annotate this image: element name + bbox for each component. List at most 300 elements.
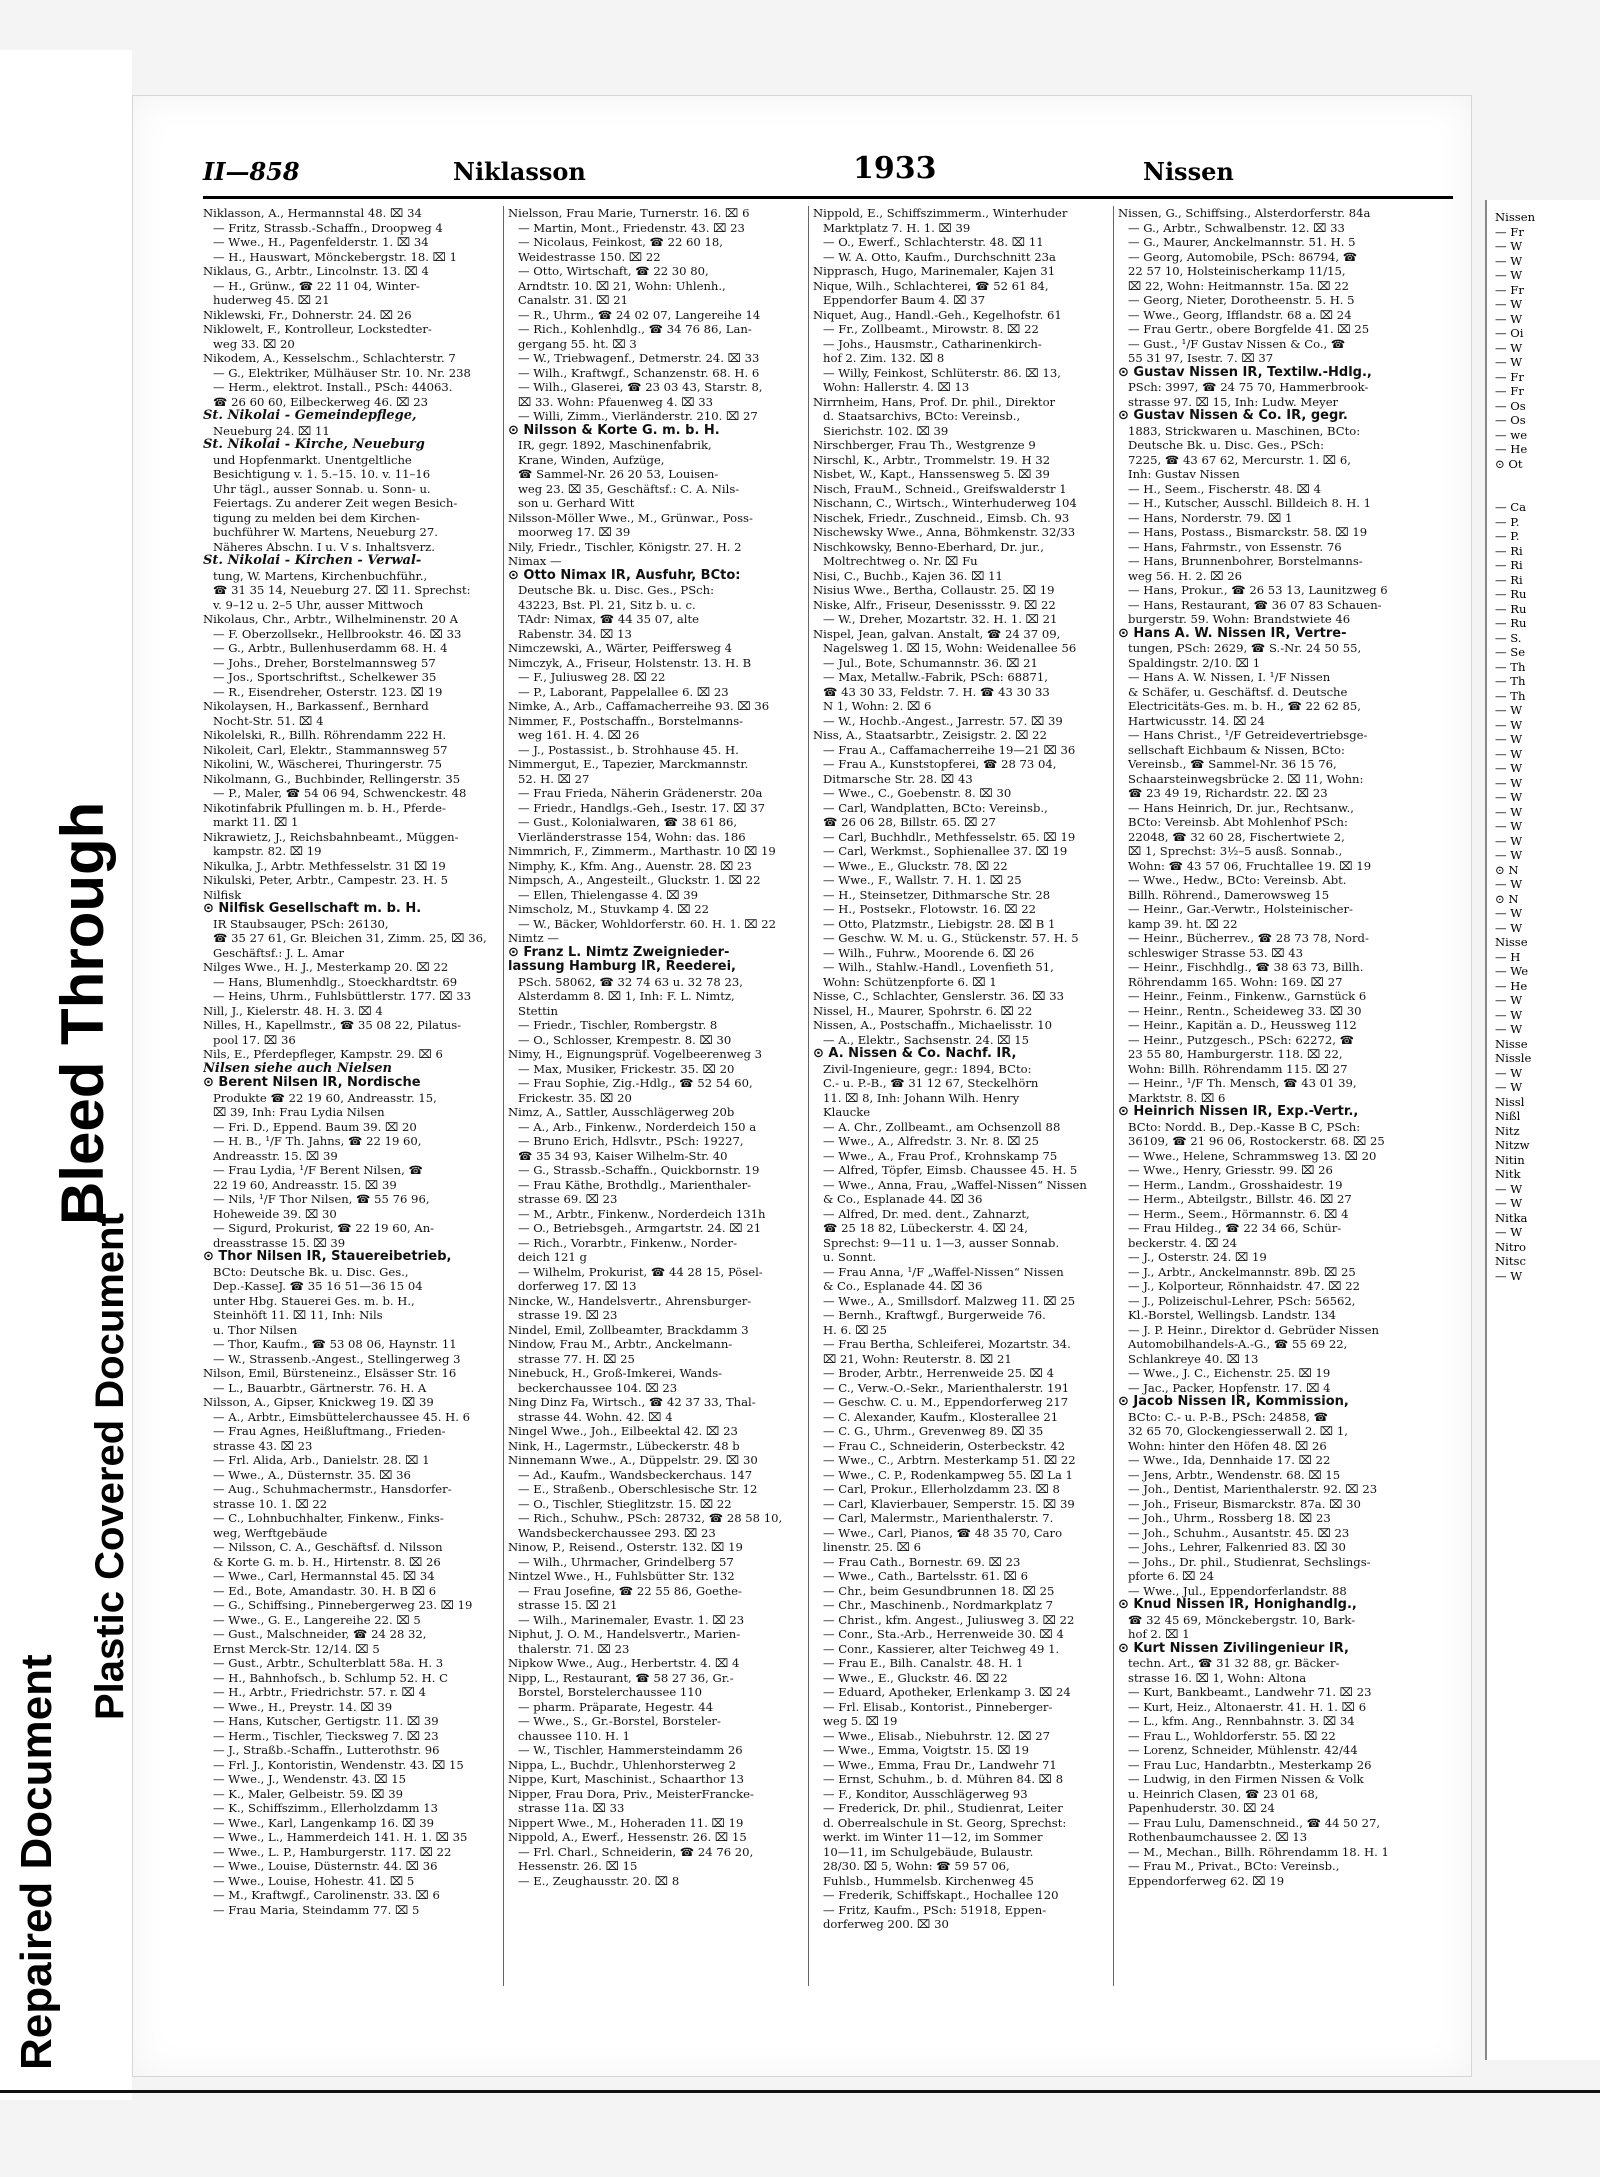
directory-entry: — Frau Maria, Steindamm 77. ⌧ 5 (213, 1902, 420, 1917)
directory-entry: Wohn: Schützenpforte 6. ⌧ 1 (823, 974, 997, 989)
directory-entry: Borstel, Borstelerchaussee 110 (518, 1685, 702, 1699)
next-page-entry: ⊙ N (1495, 862, 1519, 877)
next-page-entry: — W (1495, 268, 1523, 282)
directory-entry: sellschaft Eichbaum & Nissen, BCto: (1128, 742, 1345, 757)
header-first-name: Niklasson (453, 157, 586, 186)
directory-entry: — Joh., Uhrm., Rossberg 18. ⌧ 23 (1128, 1511, 1331, 1525)
next-page-entry: ⊙ N (1495, 891, 1519, 906)
next-page-entry: — W (1495, 906, 1523, 920)
directory-entry: — Frl. Alida, Arb., Danielstr. 28. ⌧ 1 (213, 1453, 430, 1467)
directory-entry: weg 161. H. 4. ⌧ 26 (518, 728, 640, 742)
directory-entry: — G., Strassb.-Schaffn., Quickbornstr. 19 (518, 1163, 760, 1177)
next-page-entry: — W (1495, 920, 1523, 935)
next-page-entry: — Ru (1495, 587, 1527, 601)
directory-entry: — Thor, Kaufm., ☎ 53 08 06, Haynstr. 11 (213, 1337, 457, 1351)
directory-entry: unter Hbg. Stauerei Ges. m. b. H., (213, 1293, 415, 1308)
directory-entry: TAdr: Nimax, ☎ 44 35 07, alte (518, 612, 699, 626)
directory-entry: — Gust., Malschneider, ☎ 24 28 32, (213, 1627, 427, 1641)
directory-entry: — Heinr., Bücherrev., ☎ 28 73 78, Nord- (1128, 931, 1369, 945)
directory-entry: Niklasson, A., Hermannstal 48. ⌧ 34 (203, 206, 422, 220)
directory-entry: Nischek, Friedr., Zuschneid., Eimsb. Ch. 93 (813, 510, 1070, 525)
directory-entry: H. 6. ⌧ 25 (823, 1322, 888, 1337)
directory-entry: — Wwe., L. P., Hamburgerstr. 117. ⌧ 22 (213, 1844, 452, 1859)
next-page-entry: Nitka (1495, 1210, 1528, 1225)
directory-entry: Niklaus, G., Arbtr., Lincolnstr. 13. ⌧ 4 (203, 264, 429, 278)
directory-entry: — Frl. J., Kontoristin, Wendenstr. 43. ⌧ 15 (213, 1757, 464, 1772)
directory-entry: buchführer W. Martens, Neueburg 27. (213, 525, 438, 539)
directory-entry: — G., Arbtr., Bullenhuserdamm 68. H. 4 (213, 641, 448, 655)
directory-entry: — Carl, Werkmst., Sophienallee 37. ⌧ 19 (823, 844, 1068, 858)
directory-entry: — Wwe., A., Frau Prof., Krohnskamp 75 (823, 1148, 1058, 1163)
directory-entry: — G., Maurer, Anckelmannstr. 51. H. 5 (1128, 235, 1356, 249)
directory-entry: — Wwe., C., Goebenstr. 8. ⌧ 30 (823, 786, 1012, 800)
column-3 (813, 206, 1109, 1986)
next-page-entry: Nitk (1495, 1167, 1521, 1181)
directory-entry: — O., Schlosser, Krempestr. 8. ⌧ 30 (518, 1032, 732, 1047)
next-page-entry: — P. (1495, 514, 1520, 529)
directory-entry: Nilges Wwe., H. J., Mesterkamp 20. ⌧ 22 (203, 960, 449, 974)
directory-entry: — Frau Anna, ¹/F „Waffel-Nissen“ Nissen (823, 1264, 1064, 1279)
directory-entry: — H., Seem., Fischerstr. 48. ⌧ 4 (1128, 481, 1322, 496)
directory-entry: Nippe, Kurt, Maschinist., Schaarthor 13 (508, 1772, 744, 1786)
directory-entry: — Aug., Schuhmachermstr., Hansdorfer- (213, 1482, 452, 1496)
directory-entry: Nindow, Frau M., Arbtr., Anckelmann- (508, 1337, 733, 1351)
directory-entry: Rothenbaumchaussee 2. ⌧ 13 (1128, 1830, 1308, 1844)
directory-entry: tungen, PSch: 2629, ☎ S.-Nr. 24 50 55, (1128, 641, 1362, 655)
directory-entry: — Wwe., Hedw., BCto: Vereinsb. Abt. (1128, 873, 1347, 887)
directory-entry: — R., Eisendreher, Osterstr. 123. ⌧ 19 (213, 684, 443, 699)
next-page-column (1495, 210, 1600, 1283)
directory-entry: 7225, ☎ 43 67 62, Mercurstr. 1. ⌧ 6, (1128, 452, 1351, 467)
directory-entry: — Wwe., Jul., Eppendorferlandstr. 88 (1128, 1583, 1347, 1598)
directory-entry: — Alfred, Töpfer, Eimsb. Chaussee 45. H. 5 (823, 1163, 1078, 1177)
header-rule (203, 196, 1453, 199)
directory-entry: — Fritz, Kaufm., PSch: 51918, Eppen- (823, 1902, 1047, 1917)
page-number: II—858 (203, 157, 300, 186)
directory-entry: weg, Werftgebäude (213, 1525, 328, 1540)
plastic-covered-label: Plastic Covered Document (88, 1213, 132, 1720)
directory-entry: Nipp, L., Restaurant, ☎ 58 27 36, Gr.- (508, 1670, 734, 1685)
directory-entry: — Herm., Seem., Hörmannstr. 6. ⌧ 4 (1128, 1206, 1349, 1221)
directory-entry: — Kurt, Heiz., Altonaerstr. 41. H. 1. ⌧ 6 (1128, 1699, 1367, 1714)
next-page-entry: — Fr (1495, 369, 1524, 384)
next-page-entry: — Ri (1495, 572, 1523, 587)
directory-entry: Nielsson, Frau Marie, Turnerstr. 16. ⌧ 6 (508, 206, 750, 220)
directory-entry: — Johs., Dr. phil., Studienrat, Sechslings- (1128, 1554, 1371, 1569)
directory-entry: d. Oberrealschule in St. Georg, Sprechst: (823, 1815, 1067, 1830)
directory-entry: Uhr tägl., ausser Sonnab. u. Sonn- u. (213, 481, 431, 496)
next-page-entry: — We (1495, 964, 1529, 978)
directory-entry: — Wilh., Glaserei, ☎ 23 03 43, Starstr. 8, (518, 380, 763, 394)
next-page-entry: — W (1495, 993, 1523, 1007)
directory-entry: linenstr. 25. ⌧ 6 (823, 1540, 922, 1554)
directory-entry: Nimmergut, E., Tapezier, Marckmannstr. (508, 757, 749, 771)
directory-entry: — Hans, Blumenhdlg., Stoeckhardtstr. 69 (213, 974, 458, 989)
directory-entry: ☎ 43 30 33, Feldstr. 7. H. ☎ 43 30 33 (823, 684, 1050, 699)
directory-entry: — Otto, Wirtschaft, ☎ 22 30 80, (518, 264, 709, 278)
next-page-entry: Nissle (1495, 1051, 1532, 1065)
directory-entry: Niklowelt, F., Kontrolleur, Lockstedter- (203, 322, 432, 336)
directory-entry: Nimy, H., Eignungsprüf. Vogelbeerenweg 3 (508, 1047, 762, 1061)
directory-entry: Billh. Röhrend., Damerowsweg 15 (1128, 887, 1330, 902)
directory-entry: — Hans, Fahrmstr., von Essenstr. 76 (1128, 539, 1342, 554)
directory-entry: ☎ 32 45 69, Mönckebergstr. 10, Bark- (1128, 1612, 1356, 1627)
directory-entry: weg 33. ⌧ 20 (213, 336, 295, 351)
directory-entry: — Christ., kfm. Angest., Juliusweg 3. ⌧ 22 (823, 1612, 1075, 1627)
next-page-entry: — W (1495, 1080, 1523, 1094)
directory-entry: 32 65 70, Glockengiesserwall 2. ⌧ 1, (1128, 1424, 1348, 1438)
directory-entry: Vereinsb., ☎ Sammel-Nr. 36 15 76, (1128, 757, 1337, 771)
directory-entry: BCto: Vereinsb. Abt Mohlenhof PSch: (1128, 815, 1348, 829)
directory-entry: kampstr. 82. ⌧ 19 (213, 844, 322, 858)
directory-entry: Nippa, L., Buchdr., Uhlenhorsterweg 2 (508, 1757, 736, 1772)
directory-entry: Röhrendamm 165. Wohn: 169. ⌧ 27 (1128, 974, 1343, 989)
directory-entry: 55 31 97, Isestr. 7. ⌧ 37 (1128, 351, 1274, 365)
directory-entry: — Fr., Zollbeamt., Mirowstr. 8. ⌧ 22 (823, 322, 1039, 336)
directory-entry: ☎ 31 35 14, Neueburg 27. ⌧ 11. Sprechst: (213, 583, 471, 597)
directory-entry: Niphut, J. O. M., Handelsvertr., Marien- (508, 1627, 741, 1641)
directory-entry: Nisch, FrauM., Schneid., Greifswalderstr 1 (813, 481, 1067, 496)
directory-entry: — Gust., ¹/F Gustav Nissen & Co., ☎ (1128, 336, 1346, 351)
directory-entry: — Heinr., Rentn., Scheideweg 33. ⌧ 30 (1128, 1003, 1362, 1018)
directory-entry: BCto: Deutsche Bk. u. Disc. Ges., (213, 1264, 409, 1279)
directory-entry: PSch: 3997, ☎ 24 75 70, Hammerbrook- (1128, 380, 1369, 394)
directory-entry: 52. H. ⌧ 27 (518, 771, 590, 786)
directory-entry: — H., Kutscher, Ausschl. Billdeich 8. H. 1 (1128, 496, 1372, 510)
directory-entry: — Frl. Elisab., Kontorist., Pinneberger- (823, 1699, 1053, 1714)
next-page-entry: — we (1495, 427, 1528, 442)
directory-entry: ⊙ Knud Nissen IR, Honighandlg., (1118, 1598, 1357, 1612)
directory-entry: — Eduard, Apotheker, Erlenkamp 3. ⌧ 24 (823, 1685, 1071, 1699)
directory-entry: Produkte ☎ 22 19 60, Andreasstr. 15, (213, 1090, 437, 1105)
directory-entry: Marktplatz 7. H. 1. ⌧ 39 (823, 220, 971, 235)
directory-entry: — Friedr., Tischler, Rombergstr. 8 (518, 1018, 718, 1032)
directory-entry: Hoheweide 39. ⌧ 30 (213, 1206, 337, 1221)
directory-entry: 11. ⌧ 8, Inh: Johann Wilh. Henry (823, 1090, 1020, 1105)
directory-entry: dorferweg 17. ⌧ 13 (518, 1279, 637, 1293)
directory-entry: Schaarsteinwegsbrücke 2. ⌧ 11, Wohn: (1128, 771, 1364, 786)
directory-entry: Nischkowsky, Benno-Eberhard, Dr. jur., (813, 539, 1044, 554)
directory-entry: Nocht-Str. 51. ⌧ 4 (213, 713, 324, 728)
directory-entry: ⊙ Nilfisk Gesellschaft m. b. H. (203, 902, 422, 916)
directory-entry: ⌧ 33. Wohn: Pfauenweg 4. ⌧ 33 (518, 394, 714, 409)
directory-entry: — Ed., Bote, Amandastr. 30. H. B ⌧ 6 (213, 1583, 437, 1598)
directory-entry: schleswiger Strasse 53. ⌧ 43 (1128, 945, 1303, 960)
directory-entry: — Hans, Prokur., ☎ 26 53 13, Launitzweg 6 (1128, 583, 1388, 597)
directory-entry: hof 2. ⌧ 1 (1128, 1627, 1190, 1641)
directory-entry: — W., Hochb.-Angest., Jarrestr. 57. ⌧ 39 (823, 713, 1063, 728)
directory-entry: ☎ 26 60 60, Eilbeckerweg 46. ⌧ 23 (213, 394, 429, 409)
directory-entry: Nincke, W., Handelsvertr., Ahrensburger- (508, 1293, 752, 1308)
directory-entry: — Frau M., Privat., BCto: Vereinsb., (1128, 1859, 1340, 1873)
directory-entry: Canalstr. 31. ⌧ 21 (518, 293, 629, 307)
next-page-entry: — W (1495, 790, 1523, 804)
directory-entry: strasse 16. ⌧ 1, Wohn: Altona (1128, 1670, 1307, 1685)
column-1 (203, 206, 499, 1986)
directory-entry: kamp 39. ht. ⌧ 22 (1128, 916, 1238, 931)
next-page-entry: — W (1495, 703, 1523, 717)
directory-entry: moorweg 17. ⌧ 39 (518, 525, 631, 539)
directory-entry: — J., Postassist., b. Strohhause 45. H. (518, 742, 739, 757)
directory-entry: — Wwe., E., Gluckstr. 78. ⌧ 22 (823, 858, 1008, 873)
directory-entry: — A., Arb., Finkenw., Norderdeich 150 a (518, 1119, 757, 1134)
directory-entry: — Nilsson, C. A., Geschäftsf. d. Nilsson (213, 1540, 443, 1554)
directory-entry: Nils, E., Pferdepfleger, Kampstr. 29. ⌧ 6 (203, 1047, 443, 1061)
directory-entry: — P., Maler, ☎ 54 06 94, Schwenckestr. 48 (213, 786, 467, 800)
directory-entry: — Carl, Klavierbauer, Semperstr. 15. ⌧ 39 (823, 1496, 1075, 1511)
directory-entry: — Jul., Bote, Schumannstr. 36. ⌧ 21 (823, 655, 1038, 670)
directory-entry: — Wwe., Henry, Griesstr. 99. ⌧ 26 (1128, 1163, 1333, 1177)
next-page-entry: — Ri (1495, 558, 1523, 572)
next-page-entry: — Os (1495, 413, 1526, 427)
directory-entry: — Frau L., Wohldorferstr. 55. ⌧ 22 (1128, 1728, 1336, 1743)
directory-entry: — Hans, Brunnenbohrer, Borstelmanns- (1128, 554, 1363, 568)
directory-entry: Krane, Winden, Aufzüge, (518, 452, 665, 467)
directory-entry: Nimczewski, A., Wärter, Peiffersweg 4 (508, 641, 732, 655)
directory-entry: — Wilhelm, Prokurist, ☎ 44 28 15, Pösel- (518, 1264, 763, 1279)
directory-entry: — H., Arbtr., Friedrichstr. 57. r. ⌧ 4 (213, 1685, 426, 1699)
directory-entry: ⊙ A. Nissen & Co. Nachf. IR, (813, 1047, 1017, 1061)
directory-entry: Nisse, C., Schlachter, Genslerstr. 36. ⌧ 33 (813, 989, 1064, 1003)
directory-entry: Nindel, Emil, Zollbeamter, Brackdamm 3 (508, 1322, 749, 1337)
directory-entry: Nissel, H., Maurer, Spohrstr. 6. ⌧ 22 (813, 1003, 1033, 1018)
directory-entry: strasse 19. ⌧ 23 (518, 1308, 618, 1322)
directory-entry: Klaucke (823, 1105, 871, 1119)
directory-entry: Nikolaus, Chr., Arbtr., Wilhelminenstr. 20 A (203, 612, 458, 626)
directory-entry: Marktstr. 8. ⌧ 6 (1128, 1090, 1226, 1105)
next-page-entry: Nitro (1495, 1239, 1527, 1254)
directory-entry: — Otto, Platzmstr., Liebigstr. 28. ⌧ B 1 (823, 916, 1056, 931)
next-page-entry: — Ca (1495, 500, 1527, 514)
directory-entry: — Bernh., Kraftwgf., Burgerweide 76. (823, 1308, 1046, 1322)
directory-entry: Wohn: ☎ 43 57 06, Fruchtallee 19. ⌧ 19 (1128, 858, 1372, 873)
directory-entry: ⊙ Nilsson & Korte G. m. b. H. (508, 423, 720, 438)
directory-entry: d. Staatsarchivs, BCto: Vereinsb., (823, 409, 1021, 423)
directory-entry: — Broder, Arbtr., Herrenweide 25. ⌧ 4 (823, 1366, 1054, 1380)
directory-entry: N 1, Wohn: 2. ⌧ 6 (823, 699, 932, 713)
directory-entry: — Johs., Lehrer, Falkenried 83. ⌧ 30 (1128, 1540, 1346, 1554)
directory-entry: ⊙ Heinrich Nissen IR, Exp.-Vertr., (1118, 1105, 1359, 1119)
next-page-entry: — W (1495, 848, 1523, 862)
next-page-entry: Nissl (1495, 1094, 1525, 1109)
directory-entry: Nique, Wilh., Schlachterei, ☎ 52 61 84, (813, 278, 1049, 293)
directory-entry: 28/30. ⌧ 5, Wohn: ☎ 59 57 06, (823, 1859, 1010, 1873)
directory-entry: — Frau E., Bilh. Canalstr. 48. H. 1 (823, 1656, 1024, 1670)
directory-entry: — Georg, Automobile, PSch: 86794, ☎ (1128, 249, 1358, 264)
directory-entry: — Nils, ¹/F Thor Nilsen, ☎ 55 76 96, (213, 1192, 430, 1206)
directory-entry: ⊙ Jacob Nissen IR, Kommission, (1118, 1395, 1349, 1409)
next-page-entry: — W (1495, 311, 1523, 326)
next-page-entry: — He (1495, 978, 1528, 993)
directory-entry: Schlankreye 40. ⌧ 13 (1128, 1351, 1259, 1366)
directory-entry: Nikolelski, R., Billh. Röhrendamm 222 H. (203, 728, 447, 742)
next-page-entry: ⊙ Ot (1495, 456, 1523, 471)
directory-entry: — F., Juliusweg 28. ⌧ 22 (518, 670, 666, 684)
directory-entry: Nischewsky Wwe., Anna, Böhmkenstr. 32/33 (813, 525, 1076, 539)
directory-entry: — Ludwig, in den Firmen Nissen & Volk (1128, 1772, 1364, 1786)
directory-entry: Electricitäts-Ges. m. b. H., ☎ 22 62 85, (1128, 699, 1361, 713)
directory-entry: — Nicolaus, Feinkost, ☎ 22 60 18, (518, 235, 723, 249)
directory-entry: weg 5. ⌧ 19 (823, 1714, 898, 1728)
directory-entry: — J., Osterstr. 24. ⌧ 19 (1128, 1250, 1267, 1264)
directory-entry: Nimpsch, A., Angesteilt., Gluckstr. 1. ⌧ 22 (508, 873, 761, 887)
directory-entry: — L., Bauarbtr., Gärtnerstr. 76. H. A (213, 1380, 427, 1395)
directory-entry: 22 19 60, Andreasstr. 15. ⌧ 39 (213, 1177, 397, 1192)
directory-entry: — M., Arbtr., Finkenw., Norderdeich 131h (518, 1206, 766, 1221)
directory-entry: Weidestrasse 150. ⌧ 22 (518, 249, 661, 264)
directory-entry: tung, W. Martens, Kirchenbuchführ., (213, 568, 428, 583)
next-page-entry: — Th (1495, 674, 1526, 688)
directory-entry: IR, gegr. 1892, Maschinenfabrik, (518, 438, 712, 452)
directory-entry: Nikulka, J., Arbtr. Methfesselstr. 31 ⌧ 19 (203, 858, 446, 873)
directory-entry: IR Staubsauger, PSch: 26130, (213, 916, 389, 931)
directory-entry: — Wwe., Carl, Pianos, ☎ 48 35 70, Caro (823, 1525, 1063, 1540)
directory-entry: — Jens, Arbtr., Wendenstr. 68. ⌧ 15 (1128, 1467, 1341, 1482)
directory-entry: Ningel Wwe., Joh., Eilbeektal 42. ⌧ 23 (508, 1424, 738, 1438)
directory-entry: — Hans, Postass., Bismarckstr. 58. ⌧ 19 (1128, 525, 1368, 539)
next-page-entry: Nitzw (1495, 1138, 1530, 1152)
directory-entry: — H., Bahnhofsch., b. Schlump 52. H. C (213, 1670, 448, 1685)
next-page-entry: — Fr (1495, 384, 1524, 398)
directory-entry: — Wwe., S., Gr.-Borstel, Borsteler- (518, 1714, 721, 1728)
directory-entry: — M., Kraftwgf., Carolinenstr. 33. ⌧ 6 (213, 1888, 440, 1902)
directory-entry: — Rich., Vorarbtr., Finkenw., Norder- (518, 1235, 738, 1250)
directory-entry: — Fri. D., Eppend. Baum 39. ⌧ 20 (213, 1119, 417, 1134)
directory-entry: — H., Grünw., ☎ 22 11 04, Winter- (213, 278, 420, 293)
next-page-entry: — Os (1495, 398, 1526, 413)
directory-entry: Nimmrich, F., Zimmerm., Marthastr. 10 ⌧ 19 (508, 844, 776, 858)
directory-entry: u. Heinrich Clasen, ☎ 23 01 68, (1128, 1786, 1319, 1801)
directory-entry: ☎ 23 49 19, Richardstr. 22. ⌧ 23 (1128, 786, 1328, 800)
directory-entry: Nikolini, W., Wäscherei, Thuringerstr. 75 (203, 757, 443, 771)
next-page-entry: — Ri (1495, 543, 1523, 558)
directory-entry: Nisius Wwe., Bertha, Collaustr. 25. ⌧ 19 (813, 583, 1055, 597)
directory-entry: — Alfred, Dr. med. dent., Zahnarzt, (823, 1206, 1030, 1221)
directory-entry: — Frederik, Schiffskapt., Hochallee 120 (823, 1888, 1059, 1902)
directory-entry: — Frau C., Schneiderin, Osterbeckstr. 42 (823, 1438, 1066, 1453)
directory-entry: ⌧ 22, Wohn: Heitmannstr. 15a. ⌧ 22 (1128, 278, 1350, 293)
directory-entry: — Wwe., C. P., Rodenkampweg 55. ⌧ La 1 (823, 1467, 1073, 1482)
next-page-entry: — He (1495, 442, 1528, 456)
directory-entry: — Wwe., Elisab., Niebuhrstr. 12. ⌧ 27 (823, 1728, 1051, 1743)
directory-entry: — Frau Lulu, Damenschneid., ☎ 44 50 27, (1128, 1815, 1381, 1830)
directory-entry: Nink, H., Lagermstr., Lübeckerstr. 48 b (508, 1438, 740, 1453)
directory-entry: — Wwe., Louise, Hohestr. 41. ⌧ 5 (213, 1873, 415, 1888)
directory-entry: ☎ 25 18 82, Lübeckerstr. 4. ⌧ 24, (823, 1221, 1028, 1235)
directory-entry: — Wwe., J. C., Eichenstr. 25. ⌧ 19 (1128, 1366, 1331, 1380)
directory-entry: — Willi, Zimm., Vierländerstr. 210. ⌧ 27 (518, 409, 758, 423)
directory-entry: — Frau Lydia, ¹/F Berent Nilsen, ☎ (213, 1163, 423, 1177)
directory-entry: Nikotinfabrik Pfullingen m. b. H., Pferde- (203, 800, 446, 815)
directory-entry: Dep.-KasseJ. ☎ 35 16 51—36 15 04 (213, 1279, 423, 1293)
directory-entry: Niske, Alfr., Friseur, Desenissstr. 9. ⌧ 22 (813, 597, 1056, 612)
directory-entry: — O., Ewerf., Schlachterstr. 48. ⌧ 11 (823, 235, 1044, 249)
directory-entry: St. Nikolai - Gemeindepflege, (203, 409, 417, 423)
directory-entry: — Wwe., Georg, Ifflandstr. 68 a. ⌧ 24 (1128, 307, 1352, 322)
next-page-entry: — Th (1495, 688, 1526, 703)
directory-entry: & Co., Esplanade 44. ⌧ 36 (823, 1279, 983, 1293)
directory-entry: Niss, A., Staatsarbtr., Zeisigstr. 2. ⌧ 22 (813, 728, 1047, 742)
directory-entry: Stettin (518, 1003, 558, 1018)
header-last-name: Nissen (1143, 157, 1234, 186)
directory-entry: ⊙ Hans A. W. Nissen IR, Vertre- (1118, 626, 1347, 641)
next-page-entry: — W (1495, 746, 1523, 761)
next-page-entry: — W (1495, 1065, 1523, 1080)
next-page-entry: — W (1495, 1181, 1523, 1196)
directory-entry: — Frau Sophie, Zig.-Hdlg., ☎ 52 54 60, (518, 1076, 753, 1090)
directory-entry: ⊙ Gustav Nissen IR, Textilw.-Hdlg., (1118, 365, 1372, 380)
next-page-entry: — S. (1495, 630, 1522, 645)
directory-entry: — F., Konditor, Ausschlägerweg 93 (823, 1786, 1028, 1801)
directory-entry: Nimax — (508, 554, 562, 568)
directory-entry: — Heinr., ¹/F Th. Mensch, ☎ 43 01 39, (1128, 1076, 1357, 1090)
directory-entry: — H., Postsekr., Flotowstr. 16. ⌧ 22 (823, 902, 1036, 916)
next-page-entry: Nisse (1495, 1036, 1528, 1051)
directory-entry: Wohn: Hallerstr. 4. ⌧ 13 (823, 380, 970, 394)
directory-entry: Nilsson-Möller Wwe., M., Grünwar., Poss- (508, 510, 753, 525)
next-page-entry: — W (1495, 1196, 1523, 1210)
directory-entry: Deutsche Bk. u. Disc. Ges., PSch: (1128, 438, 1325, 452)
next-page-entry: — W (1495, 732, 1523, 746)
directory-entry: Nipkow Wwe., Aug., Herbertstr. 4. ⌧ 4 (508, 1656, 740, 1670)
directory-entry: — Gust., Kolonialwaren, ☎ 38 61 86, (518, 815, 738, 829)
next-page-entry: — Th (1495, 659, 1526, 674)
directory-entry: Nissen, G., Schiffsing., Alsterdorferstr. 84a (1118, 206, 1371, 220)
directory-entry: St. Nikolai - Kirchen - Verwal- (203, 554, 422, 568)
directory-entry: — Wwe., Emma, Voigtstr. 15. ⌧ 19 (823, 1743, 1030, 1757)
directory-entry: — Hans, Norderstr. 79. ⌧ 1 (1128, 510, 1293, 525)
directory-entry: — R., Uhrm., ☎ 24 02 07, Langereihe 14 (518, 307, 761, 322)
directory-entry: Eppendorferweg 62. ⌧ 19 (1128, 1873, 1285, 1888)
directory-entry: — C. G., Uhrm., Grevenweg 89. ⌧ 35 (823, 1424, 1044, 1438)
column-divider (503, 206, 504, 1986)
directory-entry: — Joh., Friseur, Bismarckstr. 87a. ⌧ 30 (1128, 1496, 1361, 1511)
directory-entry: Sierichstr. 102. ⌧ 39 (823, 423, 949, 438)
directory-entry: pool 17. ⌧ 36 (213, 1032, 296, 1047)
directory-entry: — E., Straßenb., Oberschlesische Str. 12 (518, 1482, 758, 1496)
directory-entry: Nirschberger, Frau Th., Westgrenze 9 (813, 438, 1036, 452)
directory-entry: — Friedr., Handlgs.-Geh., Isestr. 17. ⌧ 37 (518, 800, 765, 815)
directory-entry: Nilfisk (203, 887, 242, 902)
directory-entry: ⊙ Otto Nimax IR, Ausfuhr, BCto: (508, 568, 741, 583)
directory-entry: — Wilh., Marinemaler, Evastr. 1. ⌧ 23 (518, 1612, 745, 1627)
next-page-entry: — W (1495, 775, 1523, 790)
directory-entry: ⊙ Kurt Nissen Zivilingenieur IR, (1118, 1641, 1349, 1656)
directory-entry: — Heinr., Kapitän a. D., Heussweg 112 (1128, 1018, 1357, 1032)
directory-entry: — Heinr., Putzgesch., PSch: 62272, ☎ (1128, 1032, 1355, 1047)
column-2 (508, 206, 804, 1986)
directory-entry: — Max, Musiker, Frickestr. 35. ⌧ 20 (518, 1061, 735, 1076)
directory-entry: v. 9–12 u. 2–5 Uhr, ausser Mittwoch (213, 597, 424, 612)
directory-entry: — Johs., Hausmstr., Catharinenkirch- (823, 336, 1042, 351)
directory-entry: Nimke, A., Arb., Caffamacherreihe 93. ⌧ 36 (508, 699, 770, 713)
directory-entry: C.- u. P.-B., ☎ 31 12 67, Steckelhörn (823, 1076, 1039, 1090)
directory-entry: ⊙ Gustav Nissen & Co. IR, gegr. (1118, 409, 1348, 423)
scan-bottom-edge (0, 2090, 1600, 2093)
directory-entry: Nisi, C., Buchb., Kajen 36. ⌧ 11 (813, 568, 1003, 583)
directory-entry: Nikoleit, Carl, Elektr., Stammannsweg 57 (203, 742, 448, 757)
directory-entry: — W., Bäcker, Wohldorferstr. 60. H. 1. ⌧ 22 (518, 916, 776, 931)
directory-entry: — Hans A. W. Nissen, I. ¹/F Nissen (1128, 670, 1331, 684)
directory-entry: Nikulski, Peter, Arbtr., Campestr. 23. H. 5 (203, 873, 449, 887)
directory-entry: Nimz, A., Sattler, Ausschlägerweg 20b (508, 1105, 735, 1119)
directory-entry: Nippold, E., Schiffszimmerm., Winterhuder (813, 206, 1068, 220)
directory-entry: — Geschw. C. u. M., Eppendorferweg 217 (823, 1395, 1069, 1409)
column-4 (1118, 206, 1414, 1986)
directory-entry: Nirrnheim, Hans, Prof. Dr. phil., Direktor (813, 394, 1056, 409)
directory-entry: — Gust., Arbtr., Schulterblatt 58a. H. 3 (213, 1656, 444, 1670)
next-page-entry: — Fr (1495, 224, 1524, 239)
